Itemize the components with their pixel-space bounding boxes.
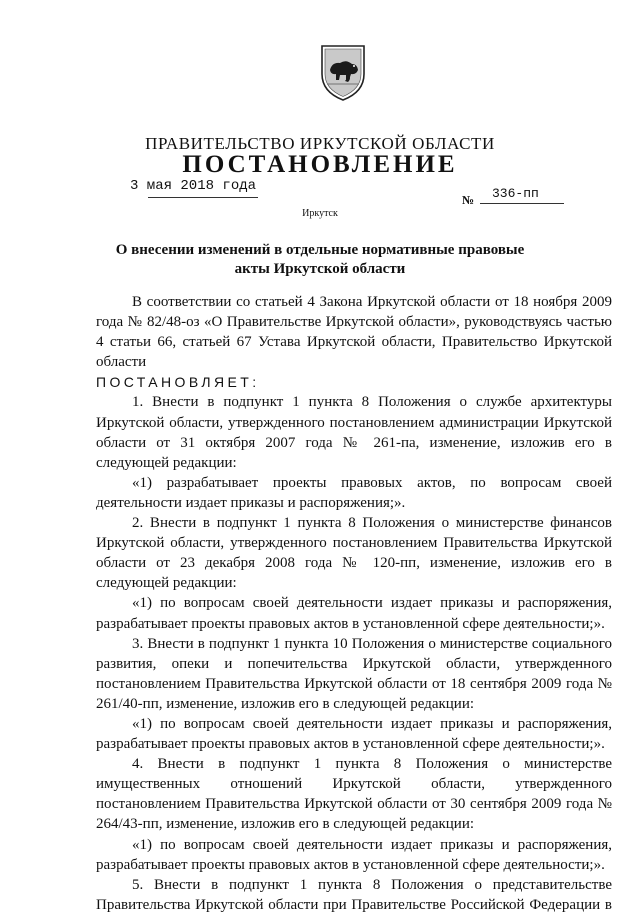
paragraph-1: 1. Внести в подпункт 1 пункта 8 Положения о службе архитектуры Иркутской области, утвержденного постановлением администрации Иркутской области от 31 октября 2007 года № 261-па, изменение, изложив его в следующей редакции: [96,394,612,471]
postanovlyaet-label: ПОСТАНОВЛЯЕТ: [96,374,260,391]
quote-3: «1) по вопросам своей деятельности издает приказы и распоряжения, разрабатывает проекты правовых актов в установленной сфере деятельности;». [96,715,612,753]
government-name: ПРАВИТЕЛЬСТВО ИРКУТСКОЙ ОБЛАСТИ [145,134,495,153]
document-number: 336-пп [492,186,539,201]
paragraph-2: 2. Внести в подпункт 1 пункта 8 Положения о министерстве финансов Иркутской области, утвержденного постановлением Правительства Иркутской области от 23 декабря 2008 года № 120-пп, изменение, изложив его в следующей редакции: [96,515,612,592]
paragraph-3: 3. Внести в подпункт 1 пункта 10 Положения о министерстве социального развития, опеки и попечительства Иркутской области, утвержденного постановлением Правительства Иркутской области от 18 сентября 2009 года № 261/40-пп, изменение, изложив его в следующей редакции: [96,635,612,712]
number-underline [480,203,564,204]
preamble-paragraph: В соответствии со статьей 4 Закона Иркутской области от 18 ноября 2009 года № 82/48-оз «О Правительстве Иркутской области», руководствуясь частью 4 статьи 66, статьей 67 Устава Иркутской области, Правительство Иркутской области [96,294,612,371]
date-underline [148,197,258,198]
paragraph-5: 5. Внести в подпункт 1 пункта 8 Положения о представительстве Правительства Иркутской области при Правительстве Российской Федерации в [96,876,612,913]
document-date: 3 мая 2018 года [130,178,257,194]
quote-1: «1) разрабатывает проекты правовых актов, по вопросам своей деятельности издает приказы и распоряжения;». [96,474,612,511]
number-sign: № [462,193,475,207]
document-title: О внесении изменений в отдельные нормативные правовые акты Иркутской области [115,242,525,277]
quote-4: «1) по вопросам своей деятельности издает приказы и распоряжения, разрабатывает проекты правовых актов в установленной сфере деятельности;». [96,836,612,873]
document-type-heading: ПОСТАНОВЛЕНИЕ [182,151,458,178]
document-body [96,292,612,915]
irkutsk-coat-of-arms-icon [318,40,368,102]
quote-2: «1) по вопросам своей деятельности издает приказы и распоряжения, разрабатывает проекты правовых актов в установленной сфере деятельности;». [96,595,612,632]
paragraph-4: 4. Внести в подпункт 1 пункта 8 Положения о министерстве имущественных отношений Иркутской области, утвержденного постановлением Правительства Иркутской области от 30 сентября 2009 года № 264/43-пп, изменение, изложив его в следующей редакции: [96,756,612,833]
city-label: Иркутск [302,208,338,219]
